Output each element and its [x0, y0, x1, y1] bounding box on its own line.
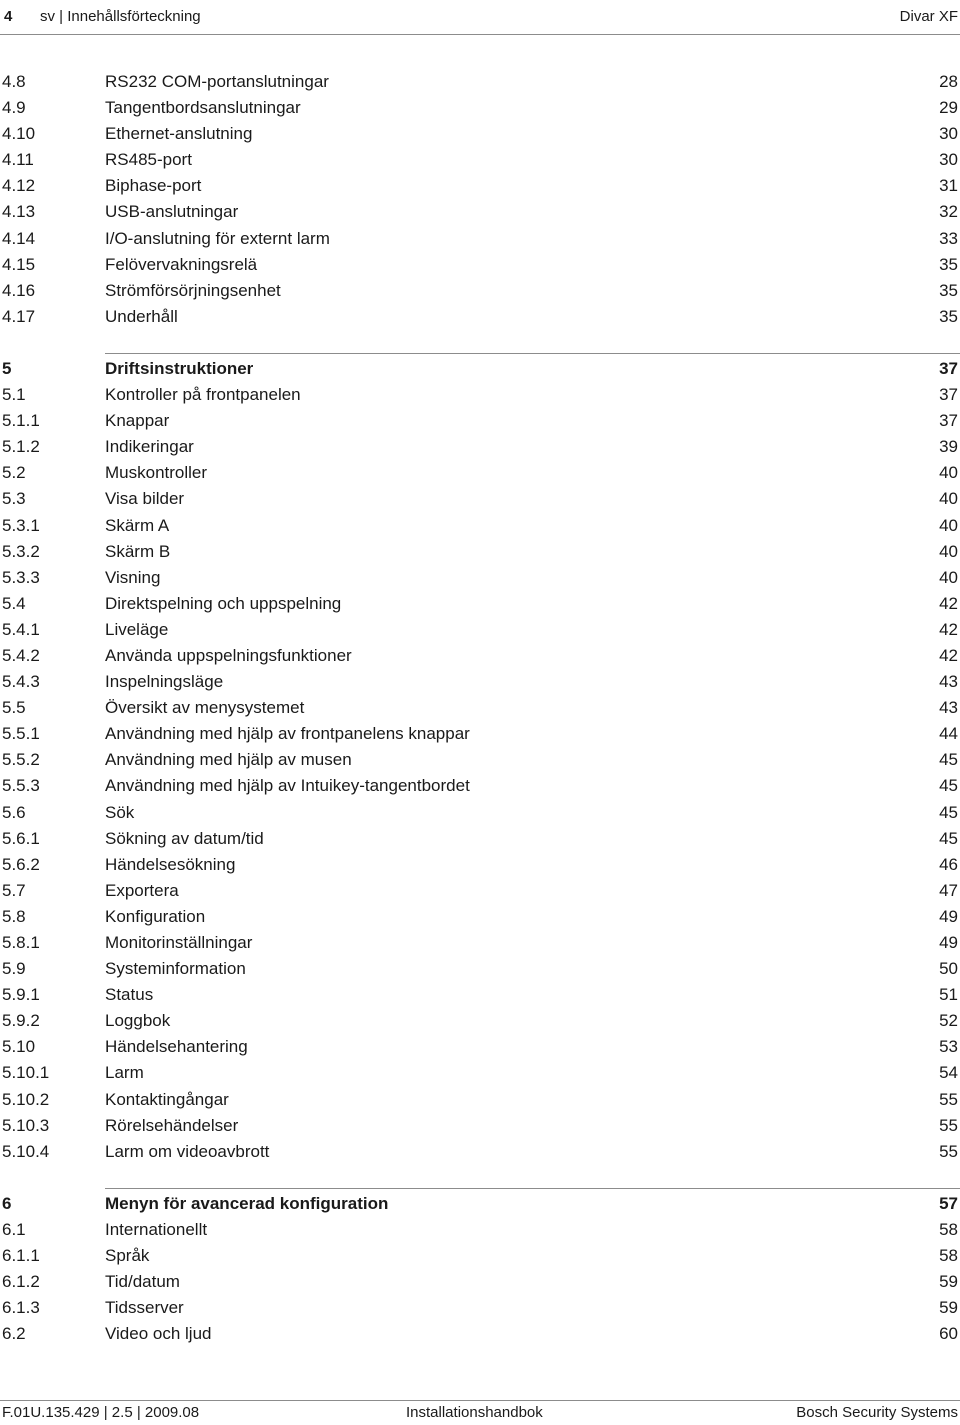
toc-entry-number: 6.1.2	[2, 1272, 40, 1292]
toc-entry-number: 5.8.1	[2, 933, 40, 952]
toc-entry-title: Felövervakningsrelä	[105, 254, 258, 274]
toc-row[interactable]	[0, 1269, 960, 1295]
toc-entry-page: 46	[939, 854, 958, 874]
toc-entry-number: 5.3	[2, 489, 26, 509]
toc-entry-number: 6.1	[2, 1219, 26, 1239]
toc-row[interactable]	[0, 721, 960, 747]
toc-entry-title: Indikeringar	[105, 437, 194, 457]
toc-entry-number: 5.1.1	[2, 411, 40, 431]
toc-entry-number: 4.14	[2, 228, 36, 248]
toc-entry-title: RS485-port	[105, 150, 192, 170]
toc-row[interactable]	[0, 147, 960, 173]
toc-entry-page: 29	[939, 98, 958, 118]
page-number: 4	[4, 8, 13, 25]
toc-row[interactable]	[0, 69, 960, 95]
toc-row[interactable]	[0, 1087, 960, 1113]
toc-entry-title: RS232 COM-portanslutningar	[105, 72, 329, 91]
toc-entry-number: 4.11	[2, 150, 34, 170]
toc-entry-title: Användning med hjälp av frontpanelens knappar	[105, 724, 470, 744]
toc-entry-number: 5.9	[2, 959, 26, 979]
toc-entry-number: 5.5.2	[2, 750, 40, 770]
toc-entry-number: 4.13	[2, 202, 36, 222]
toc-row[interactable]	[0, 982, 960, 1008]
page-footer	[0, 1400, 960, 1424]
toc-entry-page: 45	[939, 750, 958, 770]
toc-entry-title: Kontaktingångar	[105, 1089, 229, 1109]
toc-entry-title: Använda uppspelningsfunktioner	[105, 645, 352, 665]
toc-entry-number: 5.6	[2, 802, 26, 822]
toc-entry-page: 55	[939, 1141, 958, 1161]
toc-entry-title: Driftsinstruktioner	[105, 358, 254, 378]
toc-entry-page: 31	[939, 176, 958, 196]
toc-entry-page: 40	[939, 515, 958, 535]
toc-entry-title: Visning	[105, 567, 161, 587]
doc-type: Installationshandbok	[406, 1404, 543, 1421]
toc-entry-number: 4.8	[2, 72, 26, 91]
toc-entry-page: 37	[939, 358, 958, 378]
toc-row[interactable]	[0, 121, 960, 147]
toc-row[interactable]	[0, 173, 960, 199]
toc-group-chapter-5-rows	[0, 356, 960, 1165]
toc-entry-page: 37	[939, 411, 958, 431]
toc-chapter-row[interactable]	[0, 356, 960, 382]
toc-entry-page: 40	[939, 541, 958, 561]
toc-entry-page: 55	[939, 1089, 958, 1109]
toc-entry-page: 43	[939, 698, 958, 718]
toc-entry-title: Biphase-port	[105, 176, 202, 196]
toc-row[interactable]	[0, 252, 960, 278]
toc-entry-number: 5.5.1	[2, 724, 40, 744]
toc-row[interactable]	[0, 199, 960, 225]
page-header	[0, 0, 960, 35]
toc-entry-number: 5.3.1	[2, 515, 40, 535]
toc-entry-number: 4.15	[2, 254, 36, 274]
toc-entry-page: 51	[939, 985, 958, 1005]
toc-entry-page: 47	[939, 880, 958, 900]
toc-entry-title: Användning med hjälp av Intuikey-tangentbordet	[105, 776, 470, 796]
section-title: sv | Innehållsförteckning	[40, 8, 201, 25]
toc-entry-number: 5.3.2	[2, 541, 40, 561]
toc-entry-page: 52	[939, 1011, 958, 1031]
toc-entry-page: 30	[939, 124, 958, 144]
toc-row[interactable]	[0, 669, 960, 695]
toc-row[interactable]	[0, 643, 960, 669]
toc-group-chapter-4	[0, 69, 960, 330]
toc-entry-title: Strömförsörjningsenhet	[105, 280, 281, 300]
toc-entry-title: Rörelsehändelser	[105, 1115, 239, 1135]
toc-entry-number: 5.1	[2, 385, 26, 405]
toc-entry-page: 57	[939, 1193, 958, 1213]
toc-row[interactable]	[0, 226, 960, 252]
toc-entry-number: 5.10.3	[2, 1115, 50, 1135]
toc-entry-page: 39	[939, 437, 958, 457]
toc-entry-title: I/O-anslutning för externt larm	[105, 228, 330, 248]
toc-entry-number: 5.5	[2, 698, 26, 718]
toc-row[interactable]	[0, 1113, 960, 1139]
toc-entry-number: 5.5.3	[2, 776, 40, 796]
toc-row[interactable]	[0, 539, 960, 565]
toc-entry-page: 40	[939, 567, 958, 587]
toc-row[interactable]	[0, 826, 960, 852]
toc-entry-number: 4.10	[2, 124, 36, 144]
toc-row[interactable]	[0, 1321, 960, 1347]
toc-entry-title: Menyn för avancerad konfiguration	[105, 1193, 389, 1213]
toc-entry-title: Liveläge	[105, 619, 169, 639]
toc-row[interactable]	[0, 1139, 960, 1165]
toc-entry-title: Skärm A	[105, 515, 170, 535]
toc-entry-title: Inspelningsläge	[105, 672, 224, 692]
toc-row[interactable]	[0, 773, 960, 799]
toc-row[interactable]	[0, 904, 960, 930]
toc-entry-page: 59	[939, 1298, 958, 1318]
toc-row[interactable]	[0, 1243, 960, 1269]
toc-entry-title: Video och ljud	[105, 1324, 212, 1344]
chapter-divider	[105, 353, 960, 354]
toc-entry-number: 5.9.2	[2, 1011, 40, 1031]
toc-entry-title: Loggbok	[105, 1011, 171, 1031]
toc-entry-number: 5.7	[2, 880, 26, 900]
toc-row[interactable]	[0, 434, 960, 460]
table-of-contents	[0, 69, 960, 1347]
toc-entry-title: Händelsesökning	[105, 854, 236, 874]
toc-entry-title: Internationellt	[105, 1219, 208, 1239]
toc-entry-title: Muskontroller	[105, 463, 208, 483]
toc-entry-title: Knappar	[105, 411, 170, 431]
toc-entry-title: Tangentbordsanslutningar	[105, 98, 301, 118]
toc-entry-title: Sökning av datum/tid	[105, 828, 264, 848]
toc-entry-title: Kontroller på frontpanelen	[105, 385, 301, 405]
toc-entry-page: 35	[939, 306, 958, 326]
toc-entry-page: 59	[939, 1272, 958, 1292]
toc-row[interactable]	[0, 278, 960, 304]
toc-entry-number: 5.3.3	[2, 567, 40, 587]
toc-entry-title: Ethernet-anslutning	[105, 124, 253, 144]
chapter-divider	[105, 1188, 960, 1189]
company-name: Bosch Security Systems	[796, 1404, 958, 1421]
toc-entry-page: 49	[939, 906, 958, 926]
toc-entry-title: Systeminformation	[105, 959, 246, 979]
toc-row[interactable]	[0, 878, 960, 904]
toc-entry-number: 4.9	[2, 98, 26, 118]
toc-entry-title: Sök	[105, 802, 135, 822]
toc-entry-number: 5.1.2	[2, 437, 40, 457]
toc-entry-page: 55	[939, 1115, 958, 1135]
toc-entry-number: 4.17	[2, 306, 36, 326]
toc-entry-page: 45	[939, 802, 958, 822]
toc-entry-page: 40	[939, 463, 958, 483]
toc-entry-page: 35	[939, 254, 958, 274]
toc-row[interactable]	[0, 747, 960, 773]
toc-row[interactable]	[0, 382, 960, 408]
toc-group-chapter-5	[0, 353, 960, 1165]
toc-entry-page: 42	[939, 619, 958, 639]
toc-row[interactable]	[0, 95, 960, 121]
toc-entry-number: 5.6.1	[2, 828, 40, 848]
toc-row[interactable]	[0, 565, 960, 591]
toc-entry-page: 43	[939, 672, 958, 692]
toc-chapter-row[interactable]	[0, 1191, 960, 1217]
toc-entry-number: 6	[2, 1193, 12, 1213]
toc-group-chapter-6	[0, 1188, 960, 1348]
toc-entry-title: Skärm B	[105, 541, 171, 561]
toc-entry-page: 28	[939, 72, 958, 91]
toc-entry-page: 54	[939, 1063, 958, 1083]
toc-entry-title: Översikt av menysystemet	[105, 698, 305, 718]
toc-entry-number: 5.4.1	[2, 619, 40, 639]
toc-entry-title: Händelsehantering	[105, 1037, 248, 1057]
toc-entry-number: 5.9.1	[2, 985, 40, 1005]
toc-entry-page: 40	[939, 489, 958, 509]
toc-row[interactable]	[0, 513, 960, 539]
toc-entry-number: 5.10	[2, 1037, 36, 1057]
toc-entry-number: 6.1.1	[2, 1246, 40, 1266]
toc-entry-title: Användning med hjälp av musen	[105, 750, 352, 770]
toc-row[interactable]	[0, 800, 960, 826]
toc-entry-page: 50	[939, 959, 958, 979]
toc-entry-title: Tidsserver	[105, 1298, 184, 1318]
toc-entry-number: 5.2	[2, 463, 26, 483]
toc-row[interactable]	[0, 304, 960, 330]
toc-entry-page: 42	[939, 593, 958, 613]
toc-entry-page: 44	[939, 724, 958, 744]
toc-entry-title: Underhåll	[105, 306, 178, 326]
toc-row[interactable]	[0, 1060, 960, 1086]
toc-row[interactable]	[0, 1295, 960, 1321]
toc-entry-number: 5.8	[2, 906, 26, 926]
product-name: Divar XF	[899, 8, 958, 25]
doc-code: F.01U.135.429 | 2.5 | 2009.08	[2, 1404, 200, 1421]
toc-entry-page: 45	[939, 828, 958, 848]
toc-entry-number: 5.10.2	[2, 1089, 50, 1109]
toc-row[interactable]	[0, 460, 960, 486]
toc-entry-number: 6.1.3	[2, 1298, 40, 1318]
toc-row[interactable]	[0, 617, 960, 643]
toc-row[interactable]	[0, 591, 960, 617]
toc-entry-page: 49	[939, 933, 958, 952]
toc-entry-title: Konfiguration	[105, 906, 206, 926]
toc-entry-number: 5.10.4	[2, 1141, 50, 1161]
toc-entry-title: Larm	[105, 1063, 144, 1083]
toc-entry-page: 60	[939, 1324, 958, 1344]
toc-entry-title: Status	[105, 985, 154, 1005]
toc-row[interactable]	[0, 956, 960, 982]
toc-entry-number: 5.4.2	[2, 645, 40, 665]
toc-entry-title: Direktspelning och uppspelning	[105, 593, 342, 613]
toc-row[interactable]	[0, 486, 960, 512]
toc-entry-page: 58	[939, 1219, 958, 1239]
toc-entry-page: 30	[939, 150, 958, 170]
toc-entry-title: Visa bilder	[105, 489, 185, 509]
toc-entry-number: 4.16	[2, 280, 36, 300]
toc-row[interactable]	[0, 1034, 960, 1060]
toc-entry-number: 5	[2, 358, 12, 378]
toc-entry-number: 5.4.3	[2, 672, 40, 692]
toc-entry-title: Larm om videoavbrott	[105, 1141, 270, 1161]
toc-entry-title: USB-anslutningar	[105, 202, 239, 222]
toc-row[interactable]	[0, 930, 960, 956]
toc-row[interactable]	[0, 695, 960, 721]
toc-entry-page: 33	[939, 228, 958, 248]
toc-entry-title: Monitorinställningar	[105, 933, 253, 952]
toc-entry-page: 58	[939, 1246, 958, 1266]
toc-group-chapter-6-rows	[0, 1191, 960, 1348]
toc-entry-page: 53	[939, 1037, 958, 1057]
toc-entry-number: 5.6.2	[2, 854, 40, 874]
toc-entry-title: Språk	[105, 1246, 150, 1266]
toc-entry-page: 35	[939, 280, 958, 300]
toc-row[interactable]	[0, 408, 960, 434]
toc-entry-page: 45	[939, 776, 958, 796]
toc-row[interactable]	[0, 1217, 960, 1243]
toc-entry-number: 4.12	[2, 176, 36, 196]
toc-entry-page: 42	[939, 645, 958, 665]
toc-row[interactable]	[0, 1008, 960, 1034]
toc-entry-number: 6.2	[2, 1324, 26, 1344]
toc-entry-number: 5.10.1	[2, 1063, 50, 1083]
toc-entry-title: Tid/datum	[105, 1272, 180, 1292]
toc-entry-number: 5.4	[2, 593, 26, 613]
toc-entry-page: 37	[939, 385, 958, 405]
toc-entry-title: Exportera	[105, 880, 179, 900]
toc-row[interactable]	[0, 852, 960, 878]
toc-entry-page: 32	[939, 202, 958, 222]
